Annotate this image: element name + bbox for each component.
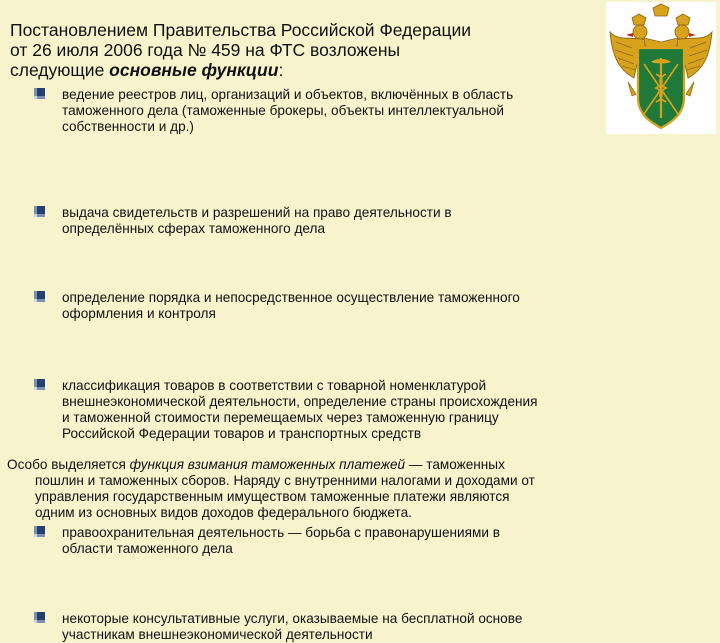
footer-paragraph bbox=[7, 457, 647, 521]
square-bullet-icon bbox=[34, 291, 45, 302]
list-item-line: оформления и контроля bbox=[62, 306, 216, 321]
footer-emphasis: функция взимания таможенных платежей bbox=[129, 457, 406, 472]
footer-line-1 bbox=[7, 457, 647, 473]
header-line-2: от 26 июля 2006 года № 459 на ФТС возложены bbox=[10, 40, 401, 60]
header-line-3-prefix: следующие bbox=[10, 60, 110, 80]
footer-line-4: одним из основных видов доходов федерального бюджета. bbox=[35, 505, 412, 520]
list-item-line: Российской Федерации товаров и транспортных средств bbox=[62, 426, 422, 441]
list-item-line: внешнеэкономической деятельности, определение страны происхождения bbox=[62, 394, 538, 409]
footer-line-3: управления государственным имуществом таможенные платежи являются bbox=[35, 489, 510, 504]
list-item bbox=[34, 525, 634, 557]
header-line-3-suffix: : bbox=[278, 60, 284, 80]
list-item bbox=[34, 290, 634, 322]
list-item-line: собственности и др.) bbox=[62, 119, 194, 134]
list-item-line: области таможенного дела bbox=[62, 541, 233, 556]
square-bullet-icon bbox=[34, 612, 45, 623]
list-item bbox=[34, 87, 634, 135]
list-item-line: и таможенной стоимости перемещаемых через таможенную границу bbox=[62, 410, 499, 425]
header-emphasis: основные функции bbox=[109, 60, 279, 80]
list-item-line: классификация товаров в соответствии с товарной номенклатурой bbox=[62, 378, 487, 393]
list-item-line: выдача свидетельств и разрешений на право деятельности в bbox=[62, 205, 452, 220]
list-item-line: таможенного дела (таможенные брокеры, объекты интеллектуальной bbox=[62, 103, 504, 118]
list-item bbox=[34, 611, 634, 643]
list-item-line: определение порядка и непосредственное осуществление таможенного bbox=[62, 290, 520, 305]
list-item bbox=[34, 378, 634, 442]
list-item-line: определённых сферах таможенного дела bbox=[62, 221, 326, 236]
list-item-line: участникам внешнеэкономической деятельности bbox=[62, 627, 373, 642]
list-item-line: правоохранительная деятельность — борьба с правонарушениями в bbox=[62, 525, 500, 540]
slide-header bbox=[10, 20, 570, 80]
list-item-line: некоторые консультативные услуги, оказываемые на бесплатной основе bbox=[62, 611, 523, 626]
square-bullet-icon bbox=[34, 379, 45, 390]
footer-line-2: пошлин и таможенных сборов. Наряду с внутренними налогами и доходами от bbox=[35, 473, 535, 488]
list-item bbox=[34, 205, 634, 237]
square-bullet-icon bbox=[34, 206, 45, 217]
footer-line-1-start: Особо выделяется bbox=[7, 457, 130, 472]
square-bullet-icon bbox=[34, 88, 45, 99]
square-bullet-icon bbox=[34, 526, 45, 537]
footer-line-1-end: — таможенных bbox=[405, 457, 505, 472]
header-line-3 bbox=[10, 60, 570, 80]
header-line-1: Постановлением Правительства Российской Федерации bbox=[10, 20, 472, 40]
list-item-line: ведение реестров лиц, организаций и объектов, включённых в область bbox=[62, 87, 514, 102]
